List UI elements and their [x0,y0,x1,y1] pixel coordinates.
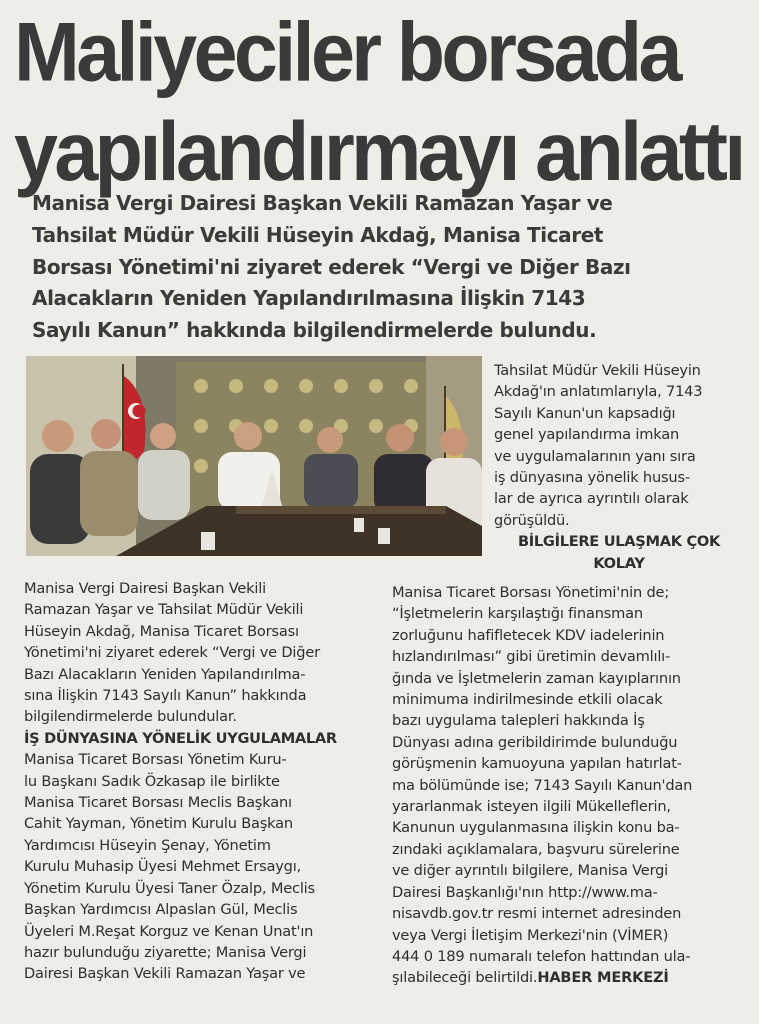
lead-paragraph [32,188,744,347]
text-line: minimuma indirilmesinde etkili olacak [392,691,663,709]
text-line: yararlanmak isteyen ilgili Mükelleflerin, [392,798,671,816]
text-line: Tahsilat Müdür Vekili Hüseyin [494,362,701,379]
subheading: İŞ DÜNYASINA YÖNELİK UYGULAMALAR [24,729,337,747]
text-line: Yardımcısı Hüseyin Şenay, Yönetim [24,836,271,854]
left-column [24,578,374,985]
text-line: ğında ve İşletmelerin zaman kayıplarının [392,669,681,687]
text-line: ve diğer ayrıntılı bilgilere, Manisa Vergi [392,862,669,880]
text-line: ve uygulamalarının yanı sıra [494,447,696,465]
text-line: Sayılı Kanun'un kapsadığı [494,404,676,422]
headline-line-1: Maliyeciler borsada [14,4,679,99]
lead-line: Manisa Vergi Dairesi Başkan Vekili Ramazan Yaşar ve [32,191,613,215]
headline [14,2,754,201]
text-line: Manisa Ticaret Borsası Yönetim Kuru- [24,751,287,769]
text-line: bilgilendirmelerde bulundular. [24,708,237,726]
headline-line-2: yapılandırmayı anlattı [14,103,743,199]
text-line: Akdağ'ın anlatımlarıyla, 7143 [494,383,703,401]
text-line: Ramazan Yaşar ve Tahsilat Müdür Vekili [24,601,304,619]
text-line: görüşmenin kamuoyuna yapılan hatırlat- [392,755,682,773]
meeting-photo-illustration [26,356,482,556]
text-line: ma bölümünde ise; 7143 Sayılı Kanun'dan [392,776,693,794]
text-line: genel yapılandırma imkan [494,426,680,444]
closing-text: şılabileceği belirtildi. [392,969,538,987]
subheading-line: BİLGİLERE ULAŞMAK ÇOK [517,533,721,551]
text-line: lu Başkanı Sadık Özkasap ile birlikte [24,772,280,790]
text-line: zındaki açıklamalara, başvuru sürelerine [392,840,680,858]
text-line: Hüseyin Akdağ, Manisa Ticaret Borsası [24,622,299,640]
signature: HABER MERKEZİ [537,969,669,987]
text-line: zorluğunu hafifletecek KDV iadelerinin [392,626,665,644]
text-line: 444 0 189 numaralı telefon hattından ula- [392,947,691,965]
text-line: Cahit Yayman, Yönetim Kurulu Başkan [24,815,293,833]
text-line: Kurulu Muhasip Üyesi Mehmet Ersaygı, [24,858,302,876]
lead-line: Borsası Yönetimi'ni ziyaret ederek “Vergi ve Diğer Bazı [32,254,631,279]
text-line: nisavdb.gov.tr resmi internet adresinden [392,905,682,923]
text-line: Yönetimi'ni ziyaret ederek “Vergi ve Diğer [24,644,320,662]
text-line: Manisa Ticaret Borsası Yönetimi'nin de; [392,584,670,601]
subheading-line: KOLAY [593,554,645,572]
meeting-photo [26,356,482,556]
text-line: Yönetim Kurulu Üyesi Taner Özalp, Meclis [24,879,315,897]
lead-line: Alacakların Yeniden Yapılandırılmasına İlişkin 7143 [32,286,586,311]
text-line: Bazı Alacakların Yeniden Yapılandırılma- [24,665,306,683]
text-line: Başkan Yardımcısı Alpaslan Gül, Meclis [24,901,298,919]
text-line-last [392,967,742,988]
right-column [392,582,742,989]
text-line: Dairesi Başkanlığı'nın http://www.ma- [392,883,658,901]
text-line: “İşletmelerin karşılaştığı finansman [392,605,643,623]
text-line: Dairesi Başkan Vekili Ramazan Yaşar ve [24,965,306,983]
text-line: Kanunun uygulanmasına ilişkin konu ba- [392,819,680,837]
lead-line: Sayılı Kanun” hakkında bilgilendirmelerde bulundu. [32,318,597,343]
lead-line: Tahsilat Müdür Vekili Hüseyin Akdağ, Manisa Ticaret [32,222,604,247]
text-line: bazı uygulama talepleri hakkında İş [392,712,645,730]
text-line: Üyeleri M.Reşat Korguz ve Kenan Unat'ın [24,922,314,940]
text-line: Manisa Vergi Dairesi Başkan Vekili [24,580,266,597]
text-line: hızlandırılması” gibi üretimin devamlılı- [392,648,671,666]
text-line: hazır bulunduğu ziyarette; Manisa Vergi [24,943,307,961]
text-line: lar de ayrıca ayrıntılı olarak [494,490,689,508]
text-line: görüşüldü. [494,511,570,529]
text-line: Dünyası adına geribildirimde bulunduğu [392,733,678,751]
text-line: iş dünyasına yönelik husus- [494,469,690,487]
right-top-column [494,360,744,574]
text-line: sına İlişkin 7143 Sayılı Kanun” hakkında [24,687,307,705]
text-line: Manisa Ticaret Borsası Meclis Başkanı [24,794,292,812]
text-line: veya Vergi İletişim Merkezi'nin (VİMER) [392,926,669,944]
